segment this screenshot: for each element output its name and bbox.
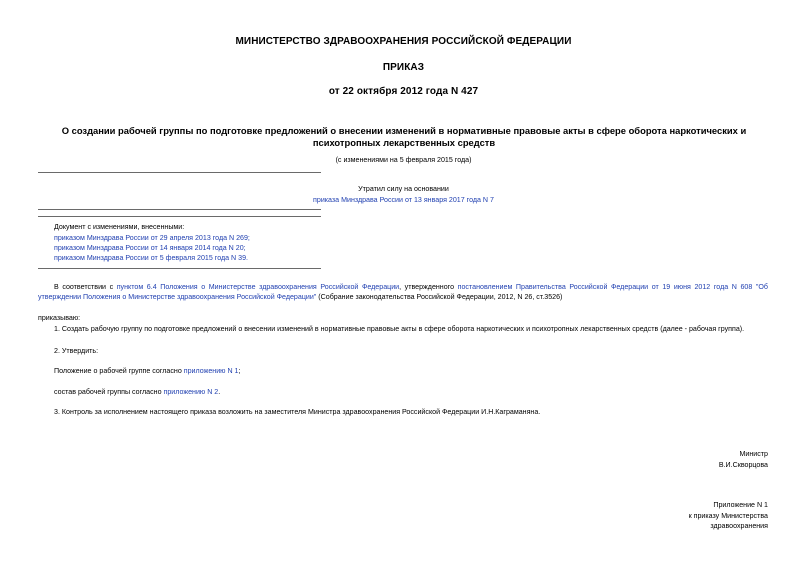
expired-label: Утратил силу на основании bbox=[358, 185, 449, 193]
appendix-1-link[interactable]: приложению N 1 bbox=[183, 367, 239, 375]
signature-name: В.И.Скворцова bbox=[718, 461, 768, 469]
item-1: 1. Создать рабочую группу по подготовке предложений о внесении изменений в нормативные правовые акты в сфере оборота наркотических и психотропных лекарственных средств (далее - рабочая группа). bbox=[54, 325, 745, 333]
appendix-line-1: Приложение N 1 bbox=[713, 501, 768, 509]
item-2a-text: Положение о рабочей группе согласно bbox=[54, 367, 184, 375]
item-2b-end: . bbox=[218, 388, 221, 396]
expired-link[interactable]: приказа Минздрава России от 13 января 2017 года N 7 bbox=[313, 196, 494, 204]
preamble-paragraph bbox=[38, 282, 768, 302]
appendix-line-2: к приказу Министерства bbox=[688, 512, 768, 520]
changes-link-2[interactable]: приказом Минздрава России от 14 января 2014 года N 20; bbox=[54, 244, 246, 252]
changes-link-3[interactable]: приказом Минздрава России от 5 февраля 2015 года N 39. bbox=[54, 254, 249, 262]
item-2b-text: состав рабочей группы согласно bbox=[54, 388, 164, 396]
item-3: 3. Контроль за исполнением настоящего приказа возложить на заместителя Министра здравоохранения Российской Федерации И.Н.Каграманяна. bbox=[54, 408, 541, 416]
item-2a bbox=[54, 366, 240, 376]
preamble-text-2: , утвержденного bbox=[399, 283, 458, 291]
date-number-heading: от 22 октября 2012 года N 427 bbox=[328, 86, 479, 97]
appendix-2-link[interactable]: приложению N 2 bbox=[163, 388, 219, 396]
divider bbox=[38, 172, 321, 173]
amendments-note: (с изменениями на 5 февраля 2015 года) bbox=[335, 156, 472, 164]
appendix-line-3: здравоохранения bbox=[710, 522, 768, 530]
changes-link-1[interactable]: приказом Минздрава России от 29 апреля 2013 года N 269; bbox=[54, 234, 250, 242]
preamble-text-3: (Собрание законодательства Российской Федерации, 2012, N 26, ст.3526) bbox=[316, 293, 563, 301]
item-2: 2. Утвердить: bbox=[54, 347, 99, 355]
preamble-link-2[interactable]: постановлением Правительства Российской Федерации от 19 июня 2012 года N 608 "Об утверждении Положения о Министерстве здравоохранения Российской Федерации" bbox=[38, 283, 768, 301]
ministry-heading: МИНИСТЕРСТВО ЗДРАВООХРАНЕНИЯ РОССИЙСКОЙ ФЕДЕРАЦИИ bbox=[235, 36, 572, 47]
order-word: приказываю: bbox=[38, 314, 81, 322]
document-title: О создании рабочей группы по подготовке предложений о внесении изменений в нормативные правовые акты в сфере оборота наркотических и психотропных лекарственных средств bbox=[61, 125, 747, 148]
divider bbox=[38, 268, 321, 269]
item-2b bbox=[54, 387, 220, 397]
doc-type-heading: ПРИКАЗ bbox=[382, 62, 425, 73]
item-2a-end: ; bbox=[238, 367, 241, 375]
preamble-link-1[interactable]: пунктом 6.4 Положения о Министерстве здравоохранения Российской Федерации bbox=[116, 283, 400, 291]
signature-position: Министр bbox=[739, 450, 768, 458]
divider bbox=[38, 209, 321, 210]
preamble-text-1: В соответствии с bbox=[54, 283, 117, 291]
divider bbox=[38, 216, 321, 217]
changes-intro: Документ с изменениями, внесенными: bbox=[54, 223, 185, 231]
